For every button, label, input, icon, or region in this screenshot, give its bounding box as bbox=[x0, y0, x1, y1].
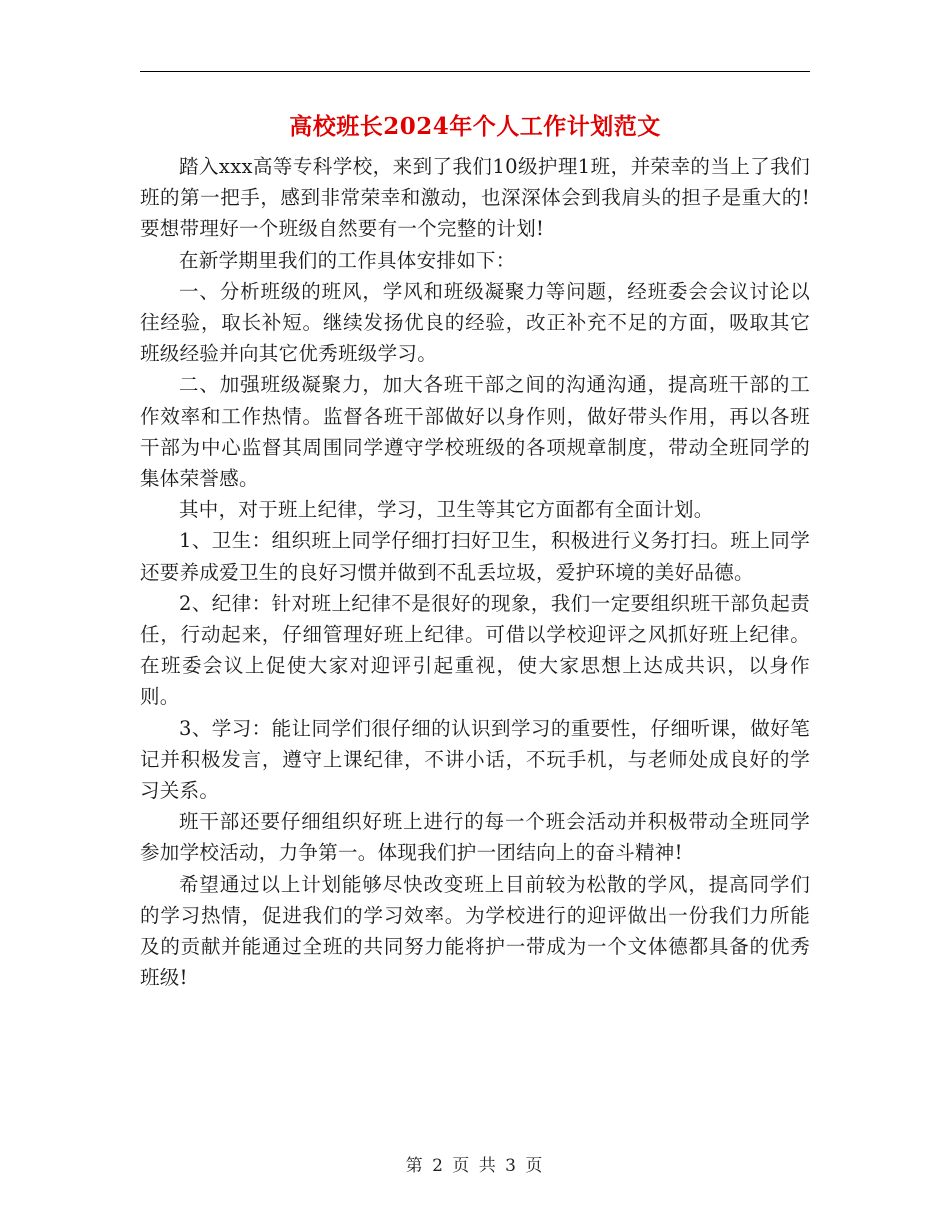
document-title: 高校班长2024年个人工作计划范文 bbox=[289, 113, 661, 140]
paragraph-intro: 踏入xxx高等专科学校，来到了我们10级护理1班，并荣幸的当上了我们班的第一把手，感到非常荣幸和激动，也深深体会到我肩头的担子是重大的!要想带理好一个班级自然要有一个完整的计划! bbox=[140, 155, 810, 241]
header-rule bbox=[140, 71, 810, 72]
document-body bbox=[140, 151, 810, 993]
paragraph-item-one: 一、分析班级的班风，学风和班级凝聚力等问题，经班委会会议讨论以往经验，取长补短。继续发扬优良的经验，改正补充不足的方面，吸取其它班级经验并向其它优秀班级学习。 bbox=[140, 279, 810, 366]
paragraph-overview: 其中，对于班上纪律，学习，卫生等其它方面都有全面计划。 bbox=[179, 498, 714, 522]
paragraph-discipline: 2、纪律：针对班上纪律不是很好的现象，我们一定要组织班干部负起责任，行动起来，仔细管理好班上纪律。可借以学校迎评之风抓好班上纪律。在班委会议上促使大家对迎评引起重视，使大家思想上达成共识，以身作则。 bbox=[140, 591, 810, 709]
paragraph-study: 3、学习：能让同学们很仔细的认识到学习的重要性，仔细听课，做好笔记并积极发言，遵守上课纪律，不讲小话，不玩手机，与老师处成良好的学习关系。 bbox=[140, 716, 810, 803]
paragraph-cadres: 班干部还要仔细组织好班上进行的每一个班会活动并积极带动全班同学参加学校活动，力争第一。体现我们护一团结向上的奋斗精神! bbox=[140, 810, 810, 865]
paragraph-hygiene: 1、卫生：组织班上同学仔细打扫好卫生，积极进行义务打扫。班上同学还要养成爱卫生的良好习惯并做到不乱丢垃圾，爱护环境的美好品德。 bbox=[140, 529, 810, 584]
page-number-footer: 第 2 页 共 3 页 bbox=[405, 1156, 545, 1176]
paragraph-plan-lead: 在新学期里我们的工作具体安排如下： bbox=[179, 248, 516, 272]
paragraph-conclusion: 希望通过以上计划能够尽快改变班上目前较为松散的学风，提高同学们的学习热情，促进我们的学习效率。为学校进行的迎评做出一份我们力所能及的贡献并能通过全班的共同努力能将护一带成为一个文体德都具备的优秀班级! bbox=[140, 872, 810, 990]
paragraph-item-two: 二、加强班级凝聚力，加大各班干部之间的沟通沟通，提高班干部的工作效率和工作热情。监督各班干部做好以身作则，做好带头作用，再以各班干部为中心监督其周围同学遵守学校班级的各项规章制度，带动全班同学的集体荣誉感。 bbox=[140, 373, 810, 491]
